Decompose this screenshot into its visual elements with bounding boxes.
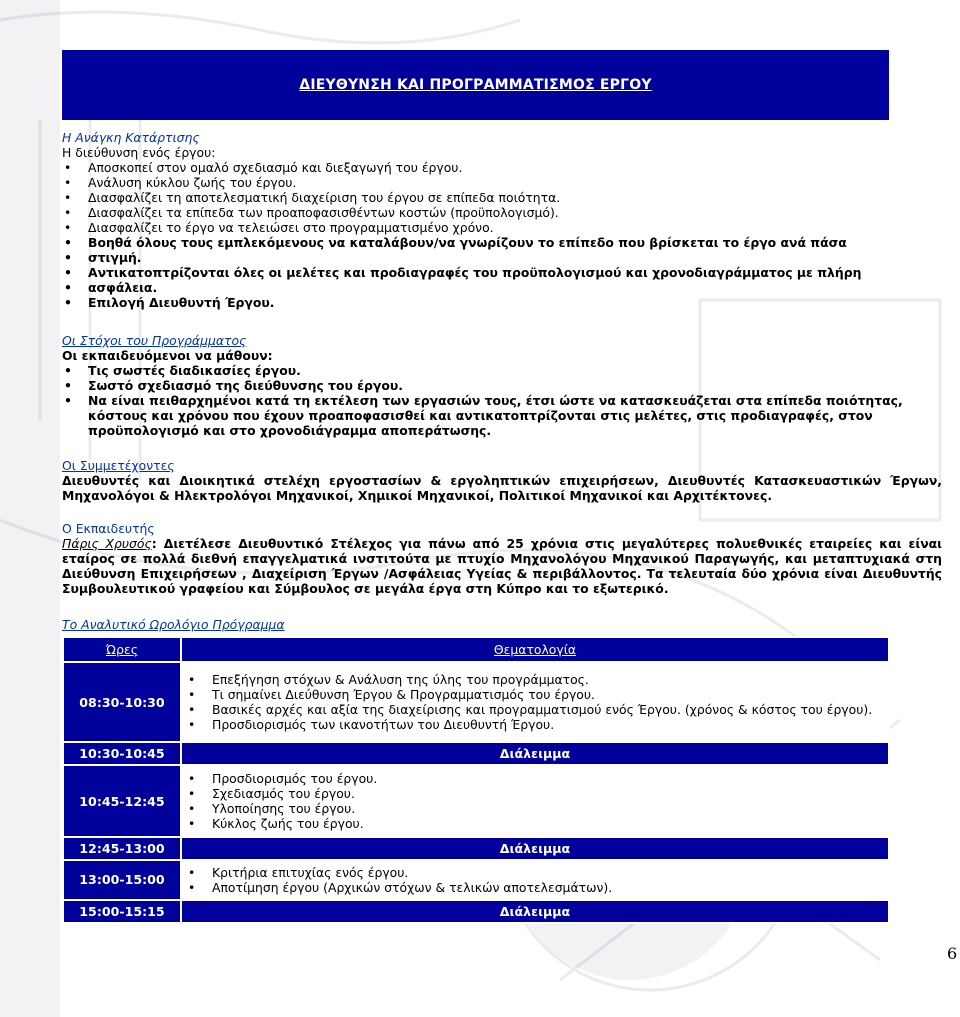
- goals-intro: Οι εκπαιδευόμενοι να μάθουν:: [62, 348, 273, 363]
- list-item: • Επεξήγηση στόχων & Ανάλυση της ύλης του προγράμματος.: [188, 672, 589, 688]
- list-item: • Βοηθά όλους τους εμπλεκόμενους να καταλάβουν/να γνωρίζουν το επίπεδο που βρίσκεται το έργο ανά πάσα: [64, 235, 847, 250]
- table-header-row: [63, 637, 889, 662]
- table-row: [63, 860, 889, 900]
- schedule-heading: Το Αναλυτικό Ωρολόγιο Πρόγραμμα: [62, 617, 285, 632]
- bullet-icon: •: [188, 816, 196, 832]
- table-row: [63, 837, 889, 860]
- bullet-icon: •: [64, 175, 72, 190]
- bullet-icon: •: [64, 190, 72, 205]
- bullet-icon: •: [64, 280, 72, 295]
- schedule-table: [62, 636, 890, 924]
- list-item: • Τις σωστές διαδικασίες έργου.: [64, 363, 301, 378]
- list-item: • Σχεδιασμός του έργου.: [188, 786, 355, 802]
- list-item: • Επιλογή Διευθυντή Έργου.: [64, 295, 275, 310]
- time-cell: 10:45-12:45: [63, 765, 181, 837]
- list-item: • Αποσκοπεί στον ομαλό σχεδιασμό και διεξαγωγή του έργου.: [64, 160, 463, 175]
- time-cell: 08:30-10:30: [63, 662, 181, 742]
- trainer-name: Πάρις Χρυσός: [62, 536, 152, 551]
- column-header-topic: Θεματολογία: [181, 637, 889, 662]
- topics-list: [186, 672, 882, 732]
- bullet-icon: •: [64, 220, 72, 235]
- bullet-icon: •: [64, 205, 72, 220]
- page-title: ΔΙΕΥΘΥΝΣΗ ΚΑΙ ΠΡΟΓΡΑΜΜΑΤΙΣΜΟΣ ΕΡΓΟΥ: [299, 77, 652, 93]
- topics-list: [186, 865, 882, 895]
- break-cell: Διάλειμμα: [181, 742, 889, 765]
- list-item: • Κριτήρια επιτυχίας ενός έργου.: [188, 864, 409, 880]
- bullet-icon: •: [64, 265, 72, 280]
- bullet-icon: •: [64, 378, 72, 393]
- goals-section: [62, 333, 942, 438]
- bullet-icon: •: [188, 786, 196, 802]
- bullet-icon: •: [188, 702, 196, 718]
- list-item: • Υλοποίησης του έργου.: [188, 801, 356, 817]
- page-number: 6: [947, 944, 958, 963]
- topics-cell: [181, 860, 889, 900]
- bullet-icon: •: [64, 295, 72, 310]
- list-item: • Προσδιορισμός των ικανοτήτων του Διευθυντή Έργου.: [188, 717, 555, 733]
- bullet-icon: •: [64, 363, 72, 378]
- participants-heading: Οι Συμμετέχοντες: [62, 458, 175, 473]
- bullet-icon: •: [188, 801, 196, 817]
- need-list: [62, 160, 902, 310]
- table-row: [63, 900, 889, 923]
- bullet-icon: •: [188, 771, 196, 787]
- time-cell: 10:30-10:45: [63, 742, 181, 765]
- trainer-heading: Ο Εκπαιδευτής: [62, 521, 155, 536]
- goals-list: [62, 363, 942, 438]
- need-section: [62, 130, 902, 310]
- list-item: • Διασφαλίζει το έργο να τελειώσει στο προγραμματισμένο χρόνο.: [64, 220, 494, 235]
- table-row: [63, 662, 889, 742]
- bullet-icon: •: [64, 160, 72, 175]
- trainer-bio: Πάρις Χρυσός: Διετέλεσε Διευθυντικό Στέλεχος για πάνω από 25 χρόνια στις μεγαλύτερες πολυεθνικές εταιρείες και είναι εταίρος σε πολλά διεθνή επαγγελματικά ινστιτούτα με πτυχίο Μηχανολόγου Μηχανικού Παραγωγής, και μεταπτυχιακά στη Διεύθυνση Επιχειρήσεων , Διαχείριση Έργων /Ασφάλειας Υγείας & περιβάλλοντος. Τα τελευταία δύο χρόνια είναι Διευθυντής Συμβουλευτικού γραφείου και Σύμβουλος σε μεγάλα έργα στη Κύπρο και το εξωτερικό.: [62, 536, 943, 596]
- break-cell: Διάλειμμα: [181, 837, 889, 860]
- need-heading: Η Ανάγκη Κατάρτισης: [62, 130, 200, 145]
- list-item: • Διασφαλίζει τη αποτελεσματική διαχείριση του έργου σε επίπεδα ποιότητα.: [64, 190, 561, 205]
- table-row: [63, 765, 889, 837]
- list-item: • στιγμή.: [64, 250, 142, 265]
- list-item: • Προσδιορισμός του έργου.: [188, 771, 378, 787]
- list-item: • ασφάλεια.: [64, 280, 158, 295]
- list-item: • Ανάλυση κύκλου ζωής του έργου.: [64, 175, 297, 190]
- need-intro: Η διεύθυνση ενός έργου:: [62, 145, 216, 160]
- goals-heading: Οι Στόχοι του Προγράμματος: [62, 333, 247, 348]
- bullet-icon: •: [64, 393, 72, 408]
- list-item: • Διασφαλίζει τα επίπεδα των προαποφασισθέντων κοστών (προϋπολογισμό).: [64, 205, 559, 220]
- bullet-icon: •: [64, 250, 72, 265]
- title-banner: [62, 50, 889, 120]
- schedule-heading-wrap: [62, 617, 285, 632]
- topics-cell: [181, 662, 889, 742]
- list-item: • Κύκλος ζωής του έργου.: [188, 816, 364, 832]
- bullet-icon: •: [188, 687, 196, 703]
- list-item: • Αντικατοπτρίζονται όλες οι μελέτες και προδιαγραφές του προϋπολογισμού και χρονοδιαγράμματος με πλήρη: [64, 265, 862, 280]
- table-row: [63, 742, 889, 765]
- time-cell: 12:45-13:00: [63, 837, 181, 860]
- bullet-icon: •: [188, 864, 196, 880]
- topics-cell: [181, 765, 889, 837]
- participants-text: Διευθυντές και Διοικητικά στελέχη εργοστασίων & εργοληπτικών επιχειρήσεων, Διευθυντές Κατασκευαστικών Έργων, Μηχανολόγοι & Ηλεκτρολόγοι Μηχανικοί, Χημικοί Μηχανικοί, Πολιτικοί Μηχανικοί και Αρχιτέκτονες.: [62, 473, 942, 503]
- time-cell: 13:00-15:00: [63, 860, 181, 900]
- bullet-icon: •: [64, 235, 72, 250]
- list-item: • Τι σημαίνει Διεύθυνση Έργου & Προγραμματισμός του έργου.: [188, 687, 595, 703]
- trainer-text: Διετέλεσε Διευθυντικό Στέλεχος για πάνω από 25 χρόνια στις μεγαλύτερες πολυεθνικές εταιρείες και είναι εταίρος σε πολλά διεθνή επαγγελματικά ινστιτούτα με πτυχίο Μηχανολόγου Μηχανικού Παραγωγής, και μεταπτυχιακά στη Διεύθυνση Επιχειρήσεων , Διαχείριση Έργων /Ασφάλειας Υγείας & περιβάλλοντος. Τα τελευταία δύο χρόνια είναι Διευθυντής Συμβουλευτικού γραφείου και Σύμβουλος σε μεγάλα έργα στη Κύπρο και το εξωτερικό.: [62, 536, 943, 596]
- break-cell: Διάλειμμα: [181, 900, 889, 923]
- list-item: • Αποτίμηση έργου (Αρχικών στόχων & τελικών αποτελεσμάτων).: [188, 879, 613, 895]
- participants-section: [62, 458, 942, 503]
- list-item: • Βασικές αρχές και αξία της διαχείρισης και προγραμματισμού ενός Έργου. (χρόνος & κόστος του έργου).: [188, 702, 873, 718]
- topics-list: [186, 771, 882, 831]
- bullet-icon: •: [188, 879, 196, 895]
- list-item: • Σωστό σχεδιασμό της διεύθυνσης του έργου.: [64, 378, 403, 393]
- column-header-time: Ώρες: [63, 637, 181, 662]
- list-item: • Να είναι πειθαρχημένοι κατά τη εκτέλεση των εργασιών τους, έτσι ώστε να κατασκευάζεται στα επίπεδα ποιότητας, κόστους και χρόνου που έχουν προαποφασισθεί και αντικατοπτρίζονται στις μελέτες, στις προδιαγραφές, στον προϋπολογισμό και στο χρονοδιάγραμμα αποπεράτωσης.: [64, 393, 903, 438]
- bullet-icon: •: [188, 717, 196, 733]
- trainer-section: [62, 521, 942, 596]
- time-cell: 15:00-15:15: [63, 900, 181, 923]
- bullet-icon: •: [188, 672, 196, 688]
